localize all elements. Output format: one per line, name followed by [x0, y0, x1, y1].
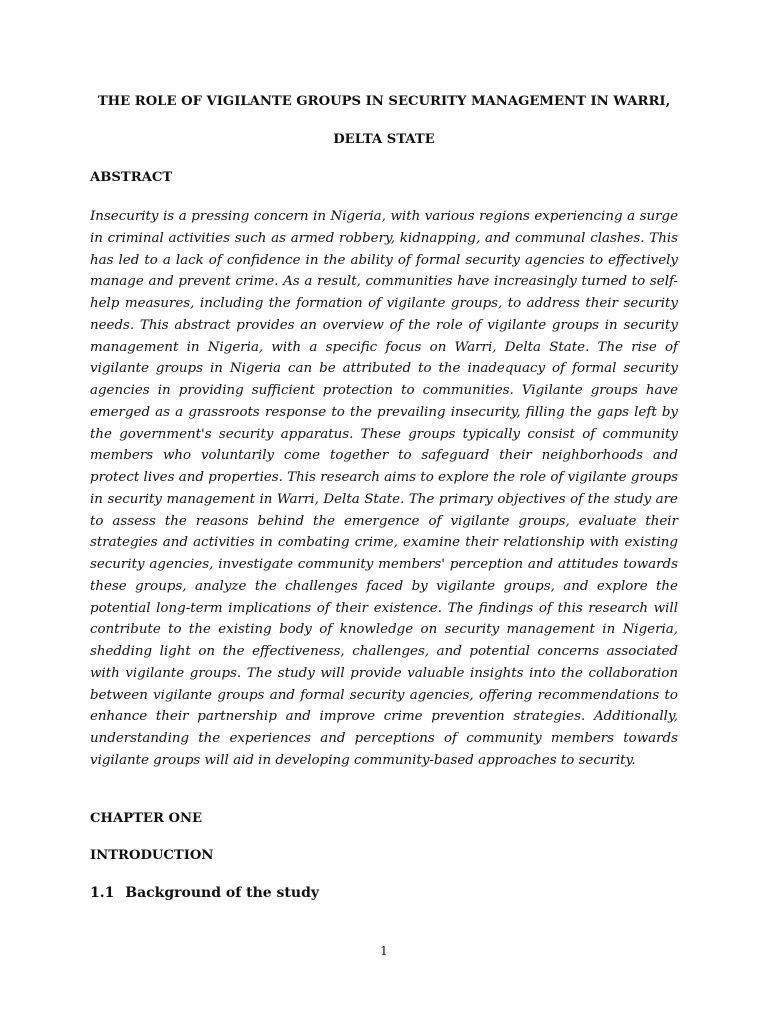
abstract-heading: ABSTRACT — [90, 170, 173, 185]
document-title-line-2: DELTA STATE — [333, 132, 435, 147]
document-title-line-1: THE ROLE OF VIGILANTE GROUPS IN SECURITY MANAGEMENT IN WARRI, — [97, 94, 671, 109]
introduction-heading: INTRODUCTION — [90, 848, 214, 863]
chapter-heading: CHAPTER ONE — [90, 811, 203, 826]
abstract-paragraph: Insecurity is a pressing concern in Nigeria, with various regions experiencing a surge in criminal activities such as armed robbery, kidnapping, and communal clashes. This has led to a lack of confidence in the ability of formal security agencies to effectively manage and prevent crime. As a result, communities have increasingly turned to self-help measures, including the formation of vigilante groups, to address their security needs. This abstract provides an overview of the role of vigilante groups in security management in Nigeria, with a specific focus on Warri, Delta State. The rise of vigilante groups in Nigeria can be attributed to the inadequacy of formal security agencies in providing sufficient protection to communities. Vigilante groups have emerged as a grassroots response to the prevailing insecurity, filling the gaps left by the government's security apparatus. These groups typically consist of community members who voluntarily come together to safeguard their neighborhoods and protect lives and properties. This research aims to explore the role of vigilante groups in security management in Warri, Delta State. The primary objectives of the study are to assess the reasons behind the emergence of vigilante groups, evaluate their strategies and activities in combating crime, examine their relationship with existing security agencies, investigate community members' perception and attitudes towards these groups, analyze the challenges faced by vigilante groups, and explore the potential long-term implications of their existence. The findings of this research will contribute to the existing body of knowledge on security management in Nigeria, shedding light on the effectiveness, challenges, and potential concerns associated with vigilante groups. The study will provide valuable insights into the collaboration between vigilante groups and formal security agencies, offering recommendations to enhance their partnership and improve crime prevention strategies. Additionally, understanding the experiences and perceptions of community members towards vigilante groups will aid in developing community-based approaches to security. — [90, 209, 678, 768]
section-title: Background of the study — [125, 885, 319, 901]
section-number: 1.1 — [90, 885, 115, 901]
section-heading — [90, 885, 319, 901]
page-number: 1 — [380, 944, 388, 958]
